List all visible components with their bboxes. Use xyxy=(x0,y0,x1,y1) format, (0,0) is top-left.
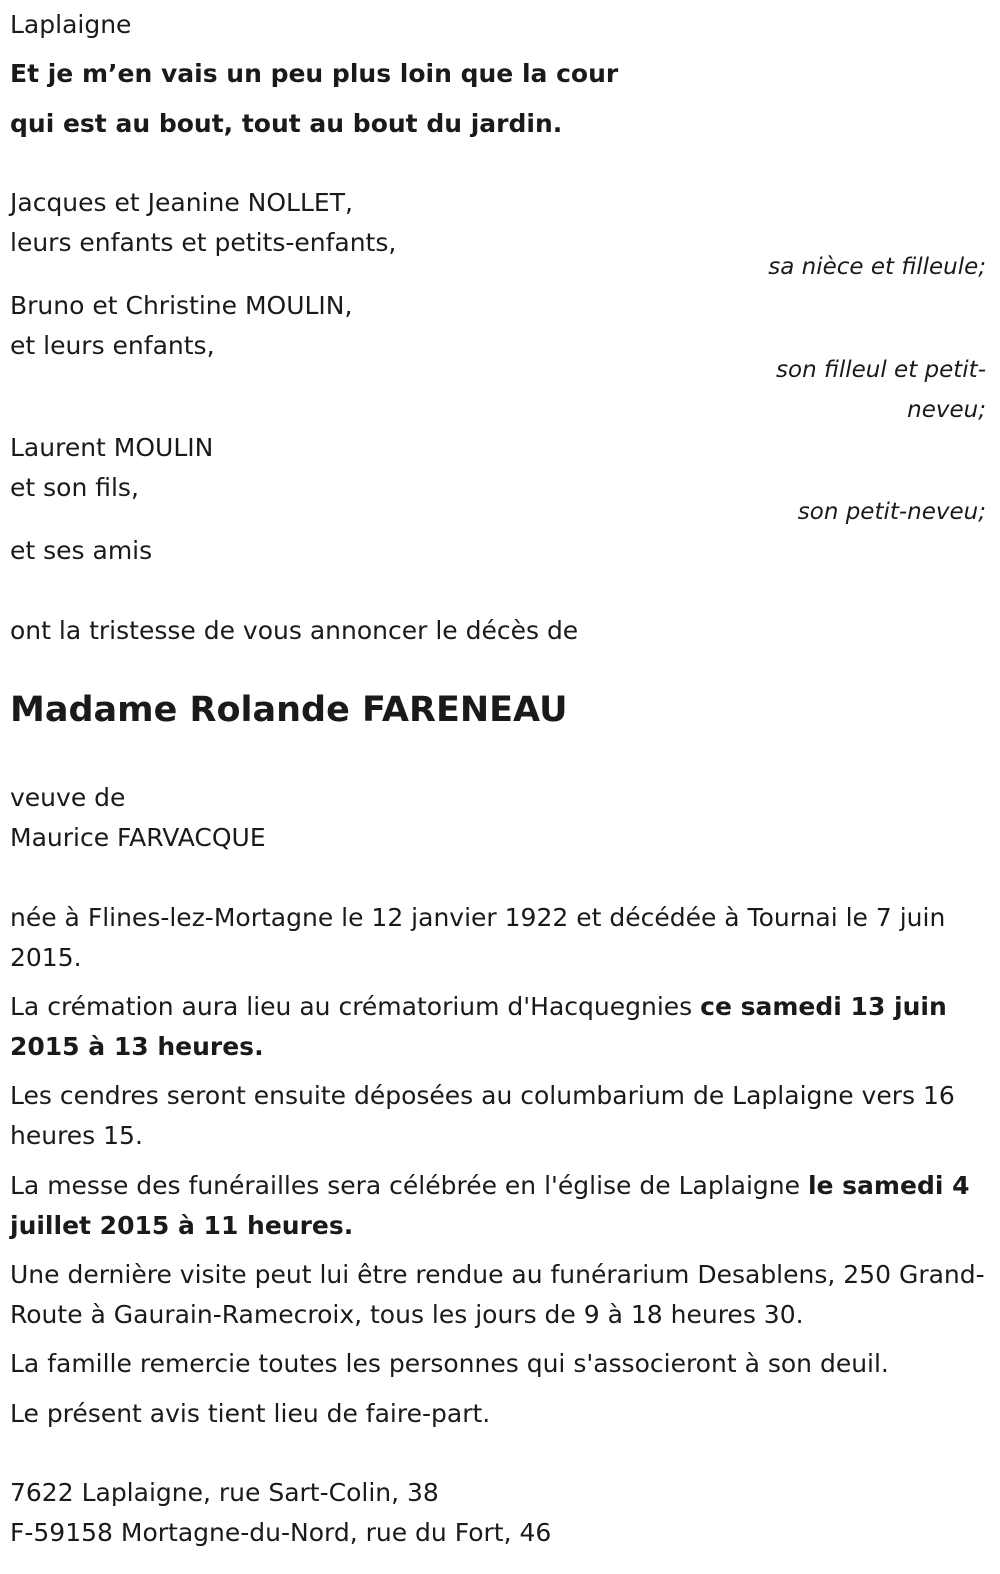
deceased-name: Madame Rolande FARENEAU xyxy=(10,690,568,730)
family-3-relation: son petit-neveu; xyxy=(797,499,986,525)
family-1-line-2: leurs enfants et petits-enfants, xyxy=(10,228,397,257)
address-line-2: F-59158 Mortagne-du-Nord, rue du Fort, 46 xyxy=(10,1518,552,1547)
birth-death-paragraph: née à Flines-lez-Mortagne le 12 janvier 1922 et décédée à Tournai le 7 juin 2015. xyxy=(10,903,946,972)
friends-line: et ses amis xyxy=(10,536,153,565)
widow-line-2: Maurice FARVACQUE xyxy=(10,823,266,852)
widow-line-1: veuve de xyxy=(10,783,126,812)
visit-paragraph: Une dernière visite peut lui être rendue au funérarium Desablens, 250 Grand-Route à Gaurain-Ramecroix, tous les jours de 9 à 18 heures 30. xyxy=(10,1260,985,1329)
quote-line-1: Et je m’en vais un peu plus loin que la cour xyxy=(10,59,619,88)
cremation-paragraph xyxy=(10,987,985,1067)
thanks-paragraph: La famille remercie toutes les personnes qui s'associeront à son deuil. xyxy=(10,1349,889,1378)
announce-line: ont la tristesse de vous annoncer le décès de xyxy=(10,616,579,645)
family-2-relation-line-1: son filleul et petit- xyxy=(776,357,986,383)
family-3-line-2: et son fils, xyxy=(10,473,139,502)
family-2-line-2: et leurs enfants, xyxy=(10,331,215,360)
address-line-1: 7622 Laplaigne, rue Sart-Colin, 38 xyxy=(10,1478,439,1507)
family-2-relation-line-2: neveu; xyxy=(907,397,986,423)
ashes-paragraph: Les cendres seront ensuite déposées au columbarium de Laplaigne vers 16 heures 15. xyxy=(10,1081,955,1150)
family-3-line-1: Laurent MOULIN xyxy=(10,433,214,462)
mass-text: La messe des funérailles sera célébrée en l'église de Laplaigne xyxy=(10,1171,808,1200)
quote-line-2: qui est au bout, tout au bout du jardin. xyxy=(10,109,563,138)
family-1-relation: sa nièce et filleule; xyxy=(768,254,986,280)
cremation-date: ce samedi 13 juin 2015 à 13 heures. xyxy=(10,992,947,1061)
family-1-line-1: Jacques et Jeanine NOLLET, xyxy=(10,188,353,217)
cremation-text: La crémation aura lieu au crématorium d'Hacquegnies xyxy=(10,992,701,1021)
notice-paragraph: Le présent avis tient lieu de faire-part. xyxy=(10,1399,491,1428)
family-2-line-1: Bruno et Christine MOULIN, xyxy=(10,291,353,320)
mass-date: le samedi 4 juillet 2015 à 11 heures. xyxy=(10,1171,970,1240)
place-header: Laplaigne xyxy=(10,10,132,39)
mass-paragraph xyxy=(10,1166,985,1246)
